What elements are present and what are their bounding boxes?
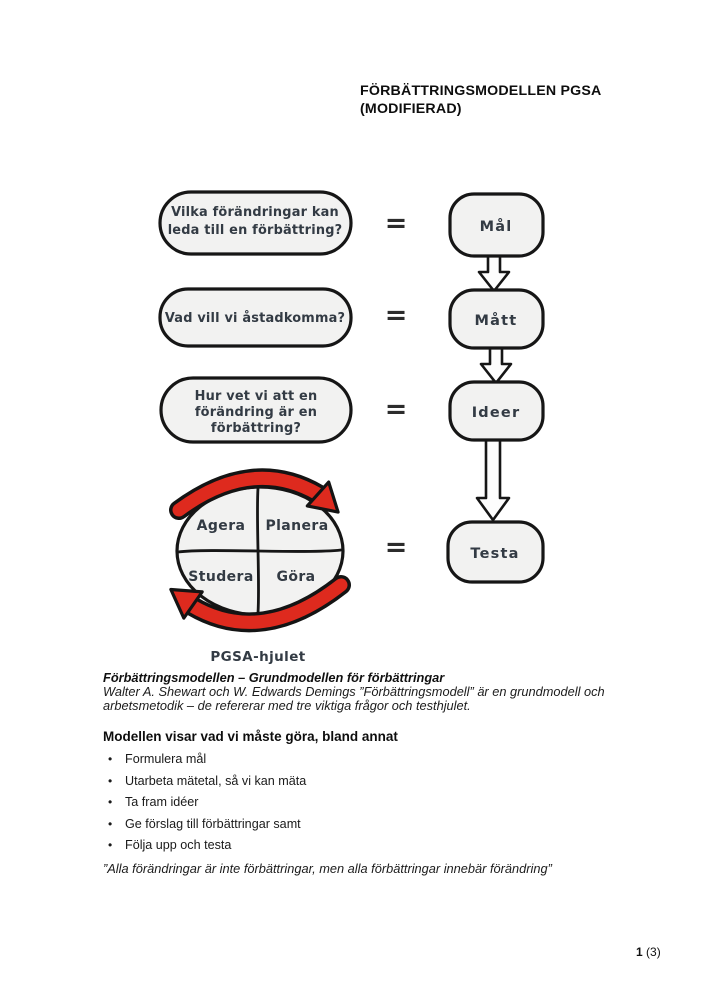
wheel-label-studera: Studera bbox=[188, 569, 254, 585]
list-item-label: Utarbeta mätetal, så vi kan mäta bbox=[125, 773, 307, 788]
down-arrow-icon bbox=[477, 436, 509, 520]
question-1-line2: leda till en förbättring? bbox=[167, 223, 343, 238]
closing-quote: ”Alla förändringar är inte förbättringar, men alla förbättringar innebär förändring” bbox=[103, 861, 552, 876]
intro-paragraph bbox=[103, 685, 605, 714]
bullet-icon: • bbox=[108, 816, 113, 831]
wheel-divider-horizontal bbox=[178, 550, 341, 552]
question-2-line1: Vad vill vi åstadkomma? bbox=[164, 311, 346, 326]
page-title-line1: FÖRBÄTTRINGSMODELLEN PGSA bbox=[360, 83, 602, 99]
wheel-label-planera: Planera bbox=[265, 518, 329, 534]
intro-paragraph-line2: arbetsmetodik – de refererar med tre viktiga frågor och testhjulet. bbox=[103, 698, 471, 714]
wheel-label-agera: Agera bbox=[196, 518, 246, 534]
result-label-mal: Mål bbox=[479, 219, 513, 235]
page-title-line2: (MODIFIERAD) bbox=[360, 101, 462, 117]
result-label-matt: Mått bbox=[474, 313, 518, 329]
page-number-total: (3) bbox=[646, 945, 661, 959]
list-item-label: Formulera mål bbox=[125, 752, 207, 766]
down-arrow-icon bbox=[479, 252, 509, 291]
equals-sign-4: = bbox=[384, 532, 408, 563]
wheel-caption: PGSA-hjulet bbox=[210, 649, 306, 665]
list-item bbox=[103, 795, 533, 817]
question-3-line1: Hur vet vi att en bbox=[194, 389, 318, 404]
bullet-icon: • bbox=[108, 752, 113, 766]
equals-sign-1: = bbox=[384, 208, 408, 239]
equals-sign-3: = bbox=[384, 394, 408, 425]
list-heading: Modellen visar vad vi måste göra, bland annat bbox=[103, 729, 398, 744]
wheel-label-gora: Göra bbox=[276, 569, 316, 585]
equals-sign-2: = bbox=[384, 300, 408, 331]
page-number-current: 1 bbox=[636, 945, 643, 959]
list-item bbox=[103, 838, 533, 860]
result-label-testa: Testa bbox=[470, 546, 520, 562]
question-3-line3: förbättring? bbox=[210, 421, 302, 436]
question-1-line1: Vilka förändringar kan bbox=[171, 205, 339, 220]
bullet-icon: • bbox=[108, 838, 113, 852]
list-item-label: Följa upp och testa bbox=[125, 838, 232, 852]
result-label-ideer: Ideer bbox=[471, 405, 521, 421]
list-item bbox=[103, 774, 533, 796]
bullet-icon: • bbox=[108, 773, 113, 788]
list-item-label: Ge förslag till förbättringar samt bbox=[125, 816, 301, 831]
page-number bbox=[636, 945, 661, 959]
bullet-icon: • bbox=[108, 795, 113, 809]
list-item bbox=[103, 752, 533, 774]
list-item bbox=[103, 817, 533, 839]
question-3-line2: förändring är en bbox=[194, 405, 318, 420]
down-arrow-icon bbox=[481, 344, 511, 383]
section-heading: Förbättringsmodellen – Grundmodellen för förbättringar bbox=[103, 670, 445, 685]
list-item-label: Ta fram idéer bbox=[125, 795, 199, 809]
bullet-list bbox=[103, 752, 533, 860]
intro-paragraph-line1: Walter A. Shewart och W. Edwards Demings ”Förbättringsmodell” är en grundmodell och bbox=[103, 684, 605, 699]
